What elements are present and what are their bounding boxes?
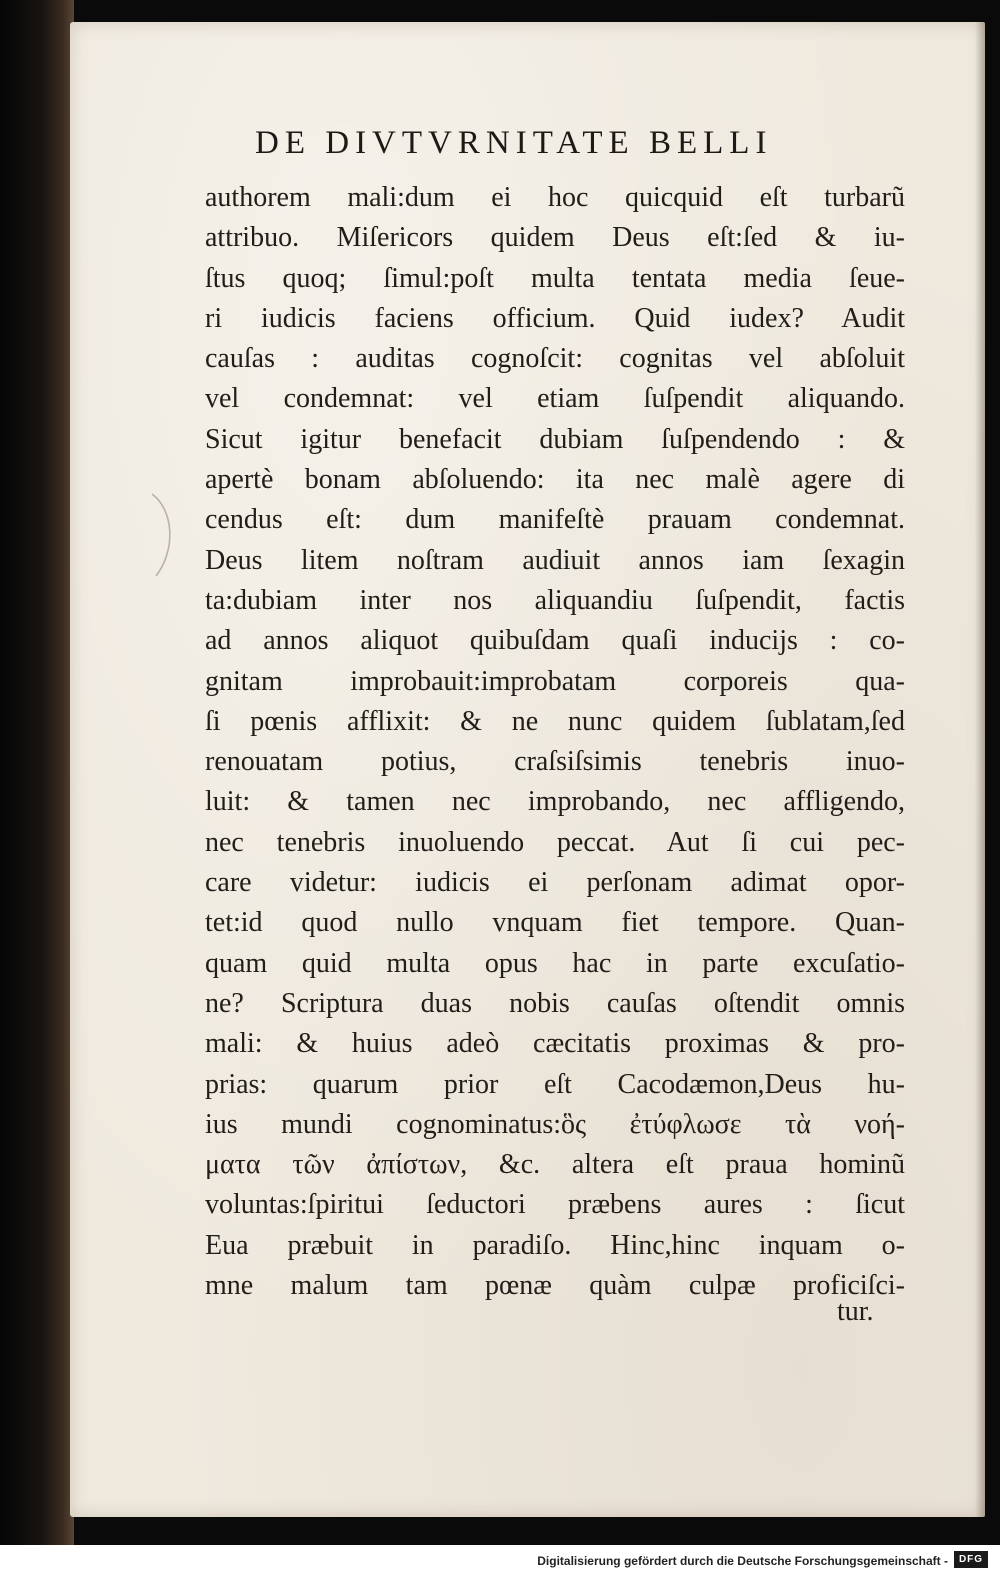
catchword: tur. — [837, 1296, 874, 1327]
text-line: cendus eſt: dum manifeſtè prauam condemnat. — [205, 504, 905, 536]
text-line: prias: quarum prior eſt Cacodæmon,Deus hu- — [205, 1068, 905, 1100]
text-line: renouatam potius, craſsiſsimis tenebris inuo- — [205, 746, 905, 778]
text-line: ad annos aliquot quibuſdam quaſi inducijs : co- — [205, 625, 905, 657]
text-line: Deus litem noſtram audiuit annos iam ſexagin — [205, 544, 905, 576]
book-binding — [0, 0, 74, 1545]
text-line: Sicut igitur benefacit dubiam ſuſpendendo : & — [205, 423, 905, 455]
dfg-logo: DFG — [954, 1551, 988, 1568]
text-line: ri iudicis faciens officium. Quid iudex? Audit — [205, 302, 905, 334]
text-line: ſtus quoq; ſimul:poſt multa tentata media ſeue- — [205, 262, 905, 294]
text-line: ματα τῶν ἀπίστων, &c. altera eſt praua hominũ — [205, 1149, 905, 1181]
running-header: DE DIVTVRNITATE BELLI — [255, 125, 773, 161]
body-text — [205, 178, 905, 1306]
text-line: ta:dubiam inter nos aliquandiu ſuſpendit, factis — [205, 584, 905, 616]
text-line: mne malum tam pœnæ quàm culpæ proficiſci- — [205, 1270, 905, 1302]
text-line: vel condemnat: vel etiam ſuſpendit aliquando. — [205, 383, 905, 415]
text-line: apertè bonam abſoluendo: ita nec malè agere di — [205, 464, 905, 496]
page-edge — [975, 22, 985, 1517]
text-line: luit: & tamen nec improbando, nec affligendo, — [205, 786, 905, 818]
text-line: cauſas : auditas cognoſcit: cognitas vel abſoluit — [205, 343, 905, 375]
text-line: ius mundi cognominatus:ὃς ἐτύφλωσε τὰ νοή- — [205, 1108, 905, 1140]
funding-credit: Digitalisierung gefördert durch die Deutsche Forschungsgemeinschaft - — [537, 1554, 948, 1568]
text-line: care videtur: iudicis ei perſonam adimat opor- — [205, 867, 905, 899]
text-line: gnitam improbauit:improbatam corporeis qua- — [205, 665, 905, 697]
pencil-mark — [148, 490, 178, 580]
text-line: tet:id quod nullo vnquam fiet tempore. Quan- — [205, 907, 905, 939]
text-line: Eua præbuit in paradiſo. Hinc,hinc inquam o- — [205, 1229, 905, 1261]
text-line: authorem mali:dum ei hoc quicquid eſt turbarũ — [205, 182, 905, 213]
text-line: mali: & huius adeò cæcitatis proximas & pro- — [205, 1028, 905, 1060]
text-line: quam quid multa opus hac in parte excuſatio- — [205, 947, 905, 979]
text-line: ſi pœnis afflixit: & ne nunc quidem ſublatam,ſed — [205, 705, 905, 737]
text-line: nec tenebris inuoluendo peccat. Aut ſi cui pec- — [205, 826, 905, 858]
text-line: ne? Scriptura duas nobis cauſas oſtendit omnis — [205, 987, 905, 1019]
text-line: voluntas:ſpiritui ſeductori præbens aures : ſicut — [205, 1189, 905, 1221]
text-line: attribuo. Miſericors quidem Deus eſt:ſed & iu- — [205, 222, 905, 254]
